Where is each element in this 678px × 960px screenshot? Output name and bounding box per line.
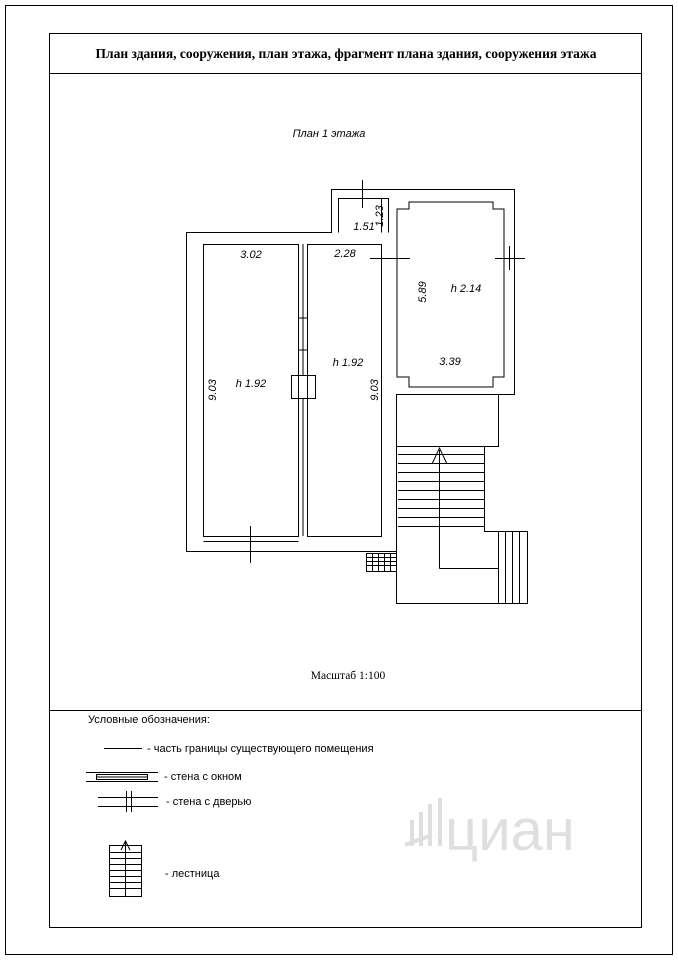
side-stairs: [506, 532, 520, 604]
legend-symbol-window: [86, 773, 158, 782]
room-right-height: h 2.14: [450, 283, 482, 295]
outer-wall: [187, 190, 515, 552]
room-left-length: 9.03: [207, 379, 219, 401]
legend-label-door: - стена с дверью: [166, 796, 252, 808]
scale-label: Масштаб 1:100: [310, 670, 386, 682]
room-right-width: 3.39: [439, 356, 461, 368]
room-middle-length: 9.03: [369, 379, 381, 401]
watermark: [405, 798, 440, 846]
legend-label-window: - стена с окном: [164, 771, 242, 783]
room-left-height: h 1.92: [235, 378, 267, 390]
door-marker-small-room: [356, 180, 369, 208]
legend-symbol-door: [98, 791, 158, 812]
door-block: [292, 376, 316, 399]
door-marker-middle: [370, 247, 410, 270]
floor-plan: [187, 180, 528, 604]
sheet-title: План здания, сооружения, план этажа, фрагмент плана здания, сооружения этажа: [95, 46, 597, 61]
legend-heading: Условные обозначения:: [88, 714, 210, 726]
room-small-length: 1.23: [374, 205, 386, 227]
porch-box: [397, 395, 499, 447]
room-left-width: 3.02: [240, 249, 262, 261]
legend-label-stairs: - лестница: [165, 868, 220, 880]
watermark-logo-icon: [405, 798, 440, 846]
watermark-text: циан: [445, 798, 575, 863]
room-right-length: 5.89: [417, 281, 429, 303]
floor-title: План 1 этажа: [292, 128, 366, 140]
inner-frame: [50, 34, 642, 928]
porch-outline: [397, 447, 528, 604]
legend-symbol-stairs: [110, 841, 142, 897]
entry-stairs: [367, 554, 397, 572]
room-small-width: 1.51: [353, 221, 375, 233]
room-middle-width: 2.28: [334, 248, 356, 260]
main-stairs: [398, 455, 484, 527]
door-marker-right: [495, 246, 525, 270]
room-middle-height: h 1.92: [332, 357, 364, 369]
room-labels: [207, 204, 481, 400]
legend-label-boundary: - часть границы существующего помещения: [147, 743, 374, 755]
